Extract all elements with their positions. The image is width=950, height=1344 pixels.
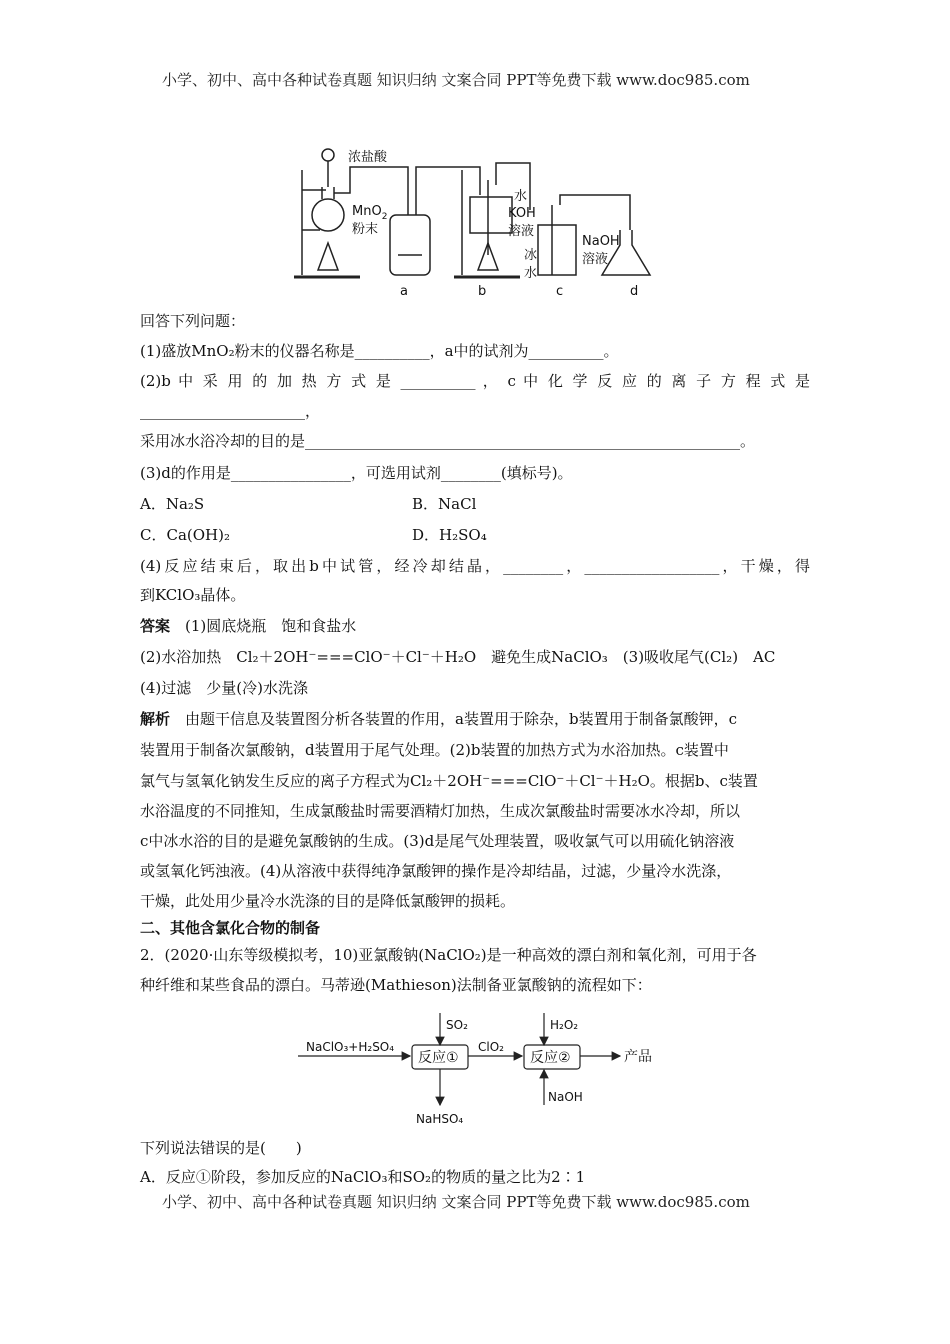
flow-reaction2: 反应② [530,1050,571,1066]
flow-input: NaClO₃+H₂SO₄ [306,1040,395,1054]
label-ice-water: 水 [524,266,538,281]
flow-nahso4: NaHSO₄ [416,1112,464,1126]
page-header: 小学、初中、高中各种试卷真题 知识归纳 文案合同 PPT等免费下载 www.doc985.com [162,71,750,89]
label-mno2: MnO$_2$ [352,204,388,222]
q1-intro: 回答下列问题： [140,312,246,330]
q1-part2-blank: ______________________， [140,402,321,420]
label-naoh: NaOH [582,234,620,249]
page-footer: 小学、初中、高中各种试卷真题 知识归纳 文案合同 PPT等免费下载 www.doc985.com [162,1193,750,1211]
option-c: C．Ca(OH)₂ [140,526,230,544]
apparatus-diagram [290,135,670,300]
flow-clo2: ClO₂ [478,1040,504,1054]
flow-naoh: NaOH [548,1090,583,1104]
flow-diagram [290,1005,670,1130]
analysis-line6: 或氢氧化钙浊液。(4)从溶液中获得纯净氯酸钾的操作是冷却结晶，过滤，少量冷水洗涤， [140,862,732,880]
q1-part1: (1)盛放MnO₂粉末的仪器名称是__________，a中的试剂为__________。 [140,342,619,360]
answer-label: 答案 [140,617,171,635]
flow-reaction1: 反应① [418,1050,459,1066]
q1-part2-purpose: 采用冰水浴冷却的目的是__________________________________________________________。 [140,432,756,450]
q2-line1: 2．(2020·山东等级模拟考，10)亚氯酸钠(NaClO₂)是一种高效的漂白剂和氧化剂，可用于各 [140,946,757,964]
label-koh: KOH [508,206,536,221]
q1-part3: (3)d的作用是________________，可选用试剂________(填标号)。 [140,464,573,482]
analysis-line3: 氯气与氢氧化钠发生反应的离子方程式为Cl₂＋2OH⁻===ClO⁻＋Cl⁻＋H₂O。根据b、c装置 [140,772,758,790]
q2-option-a: A．反应①阶段，参加反应的NaClO₃和SO₂的物质的量之比为2∶1 [140,1168,586,1186]
label-d: d [630,284,639,299]
analysis-line1: 解析 由题干信息及装置图分析各装置的作用，a装置用于除杂，b装置用于制备氯酸钾，c [140,710,737,728]
q2-line2: 种纤维和某些食品的漂白。马蒂逊(Mathieson)法制备亚氯酸钠的流程如下： [140,976,652,994]
analysis-line5: c中冰水浴的目的是避免氯酸钠的生成。(3)d是尾气处理装置，吸收氯气可以用硫化钠溶液 [140,832,735,850]
analysis-line4: 水浴温度的不同推知，生成氯酸盐时需要酒精灯加热，生成次氯酸盐时需要冰水冷却，所以 [140,802,741,820]
option-b: B．NaCl [412,495,477,513]
answer-line2: (2)水浴加热 Cl₂＋2OH⁻===ClO⁻＋Cl⁻＋H₂O 避免生成NaClO₃ (3)吸收尾气(Cl₂) AC [140,648,776,666]
answer-line3: (4)过滤 少量(冷)水洗涤 [140,679,308,697]
label-naoh-sol: 溶液 [582,252,609,267]
flow-so2: SO₂ [446,1018,468,1032]
label-ice: 冰 [524,248,538,263]
label-powder: 粉末 [352,222,379,237]
option-a: A．Na₂S [140,495,205,513]
label-acid: 浓盐酸 [348,150,388,165]
label-c: c [556,284,564,299]
label-a: a [400,284,408,299]
q1-part4: (4)反应结束后，取出b中试管，经冷却结晶，________，__________________，干燥，得 [140,557,810,575]
analysis-label: 解析 [140,710,171,728]
flow-product: 产品 [624,1049,652,1065]
label-b: b [478,284,487,299]
answer-line1: 答案 (1)圆底烧瓶 饱和食盐水 [140,617,357,635]
q1-part4-end: 到KClO₃晶体。 [140,586,246,604]
section-heading: 二、其他含氯化合物的制备 [140,919,321,937]
q2-question: 下列说法错误的是( ) [140,1139,302,1157]
analysis-line7: 干燥，此处用少量冷水洗涤的目的是降低氯酸钾的损耗。 [140,892,516,910]
option-d: D．H₂SO₄ [412,526,487,544]
flow-h2o2: H₂O₂ [550,1018,579,1032]
label-water: 水 [514,189,528,204]
analysis-line2: 装置用于制备次氯酸钠，d装置用于尾气处理。(2)b装置的加热方式为水浴加热。c装置中 [140,741,729,759]
label-koh-sol: 溶液 [508,224,535,239]
q1-part2: (2)b 中 采 用 的 加 热 方 式 是 __________ ， c 中 化 学 反 应 的 离 子 方 程 式 是 [140,372,810,390]
